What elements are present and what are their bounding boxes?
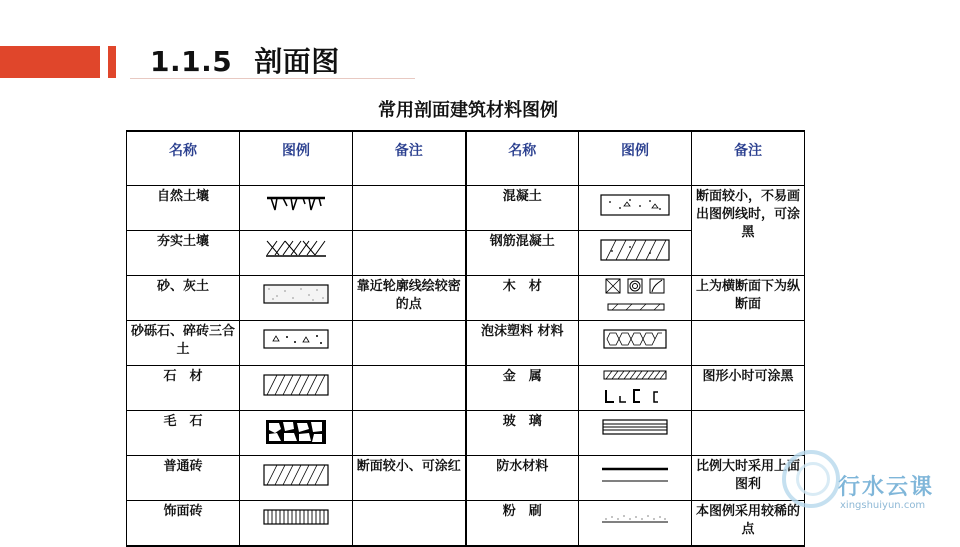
legend-cell	[240, 186, 353, 231]
metal-hatch-icon	[602, 370, 668, 406]
compacted-soil-hatch-icon	[265, 239, 327, 257]
plaster-dots-icon	[600, 509, 670, 525]
table-row	[127, 186, 805, 231]
reinforced-concrete-hatch-icon	[600, 239, 670, 261]
note-cell: 断面较小、可涂红	[353, 456, 466, 501]
legend-cell	[240, 366, 353, 411]
material-name: 木 材	[466, 276, 579, 321]
note-cell	[353, 501, 466, 547]
natural-soil-hatch-icon	[265, 194, 327, 214]
table-row	[127, 501, 805, 547]
note-cell: 比例大时采用上面图利	[692, 456, 805, 501]
glass-lines-icon	[602, 419, 668, 435]
note-cell	[353, 411, 466, 456]
materials-legend-table	[126, 130, 805, 547]
material-name: 金 属	[466, 366, 579, 411]
concrete-dots-icon	[600, 194, 670, 216]
stone-hatch-icon	[263, 374, 329, 396]
note-cell	[353, 231, 466, 276]
waterproof-lines-icon	[600, 464, 670, 486]
note-cell	[692, 411, 805, 456]
facing-brick-lines-icon	[263, 509, 329, 525]
note-cell	[353, 366, 466, 411]
material-name: 泡沫塑料 材料	[466, 321, 579, 366]
sand-lime-dots-icon	[263, 284, 329, 304]
header-legend: 图例	[579, 131, 692, 186]
table-row	[127, 456, 805, 501]
legend-cell	[240, 231, 353, 276]
section-title	[150, 40, 340, 80]
legend-cell	[579, 276, 692, 321]
material-name: 饰面砖	[127, 501, 240, 547]
gravel-triangles-icon	[263, 329, 329, 349]
material-name: 自然土壤	[127, 186, 240, 231]
note-cell: 本图例采用较稀的点	[692, 501, 805, 547]
legend-cell	[240, 411, 353, 456]
material-name: 玻 璃	[466, 411, 579, 456]
material-name: 混凝土	[466, 186, 579, 231]
note-cell: 上为横断面下为纵断面	[692, 276, 805, 321]
legend-cell	[240, 456, 353, 501]
wood-grain-icon	[604, 278, 666, 314]
legend-cell	[240, 321, 353, 366]
header-note: 备注	[692, 131, 805, 186]
accent-bar-small	[108, 46, 116, 78]
legend-cell	[579, 411, 692, 456]
material-name: 粉 刷	[466, 501, 579, 547]
material-name: 石 材	[127, 366, 240, 411]
legend-cell	[579, 366, 692, 411]
legend-cell	[579, 321, 692, 366]
watermark-brand: 行水云课	[838, 475, 935, 500]
rubble-stone-icon	[265, 419, 327, 445]
section-number: 1.1.5	[150, 45, 233, 78]
material-name: 夯实土壤	[127, 231, 240, 276]
table-caption: 常用剖面建筑材料图例	[378, 100, 558, 121]
header-name: 名称	[466, 131, 579, 186]
material-name: 砂砾石、碎砖三合土	[127, 321, 240, 366]
header-note: 备注	[353, 131, 466, 186]
note-cell: 图形小时可涂黑	[692, 366, 805, 411]
watermark-logo-inner-icon	[796, 462, 830, 496]
legend-cell	[579, 501, 692, 547]
section-title-text: 剖面图	[254, 45, 340, 78]
table-row	[127, 411, 805, 456]
note-cell: 靠近轮廓线绘较密的点	[353, 276, 466, 321]
material-name: 普通砖	[127, 456, 240, 501]
legend-cell	[579, 231, 692, 276]
note-cell	[353, 321, 466, 366]
table-header-row	[127, 131, 805, 186]
accent-bar	[0, 46, 100, 78]
material-name: 毛 石	[127, 411, 240, 456]
table-row	[127, 366, 805, 411]
common-brick-hatch-icon	[263, 464, 329, 486]
material-name: 钢筋混凝土	[466, 231, 579, 276]
note-cell	[353, 186, 466, 231]
table-row	[127, 276, 805, 321]
watermark-url: xingshuiyun.com	[840, 500, 926, 511]
legend-cell	[240, 501, 353, 547]
note-cell: 断面较小，不易画出图例线时，可涂黑	[692, 186, 805, 276]
title-underline	[130, 78, 415, 79]
note-cell	[692, 321, 805, 366]
foam-hexagons-icon	[603, 329, 667, 349]
material-name: 防水材料	[466, 456, 579, 501]
legend-cell	[240, 276, 353, 321]
table-row	[127, 321, 805, 366]
header-name: 名称	[127, 131, 240, 186]
legend-cell	[579, 186, 692, 231]
legend-cell	[579, 456, 692, 501]
header-legend: 图例	[240, 131, 353, 186]
material-name: 砂、灰土	[127, 276, 240, 321]
